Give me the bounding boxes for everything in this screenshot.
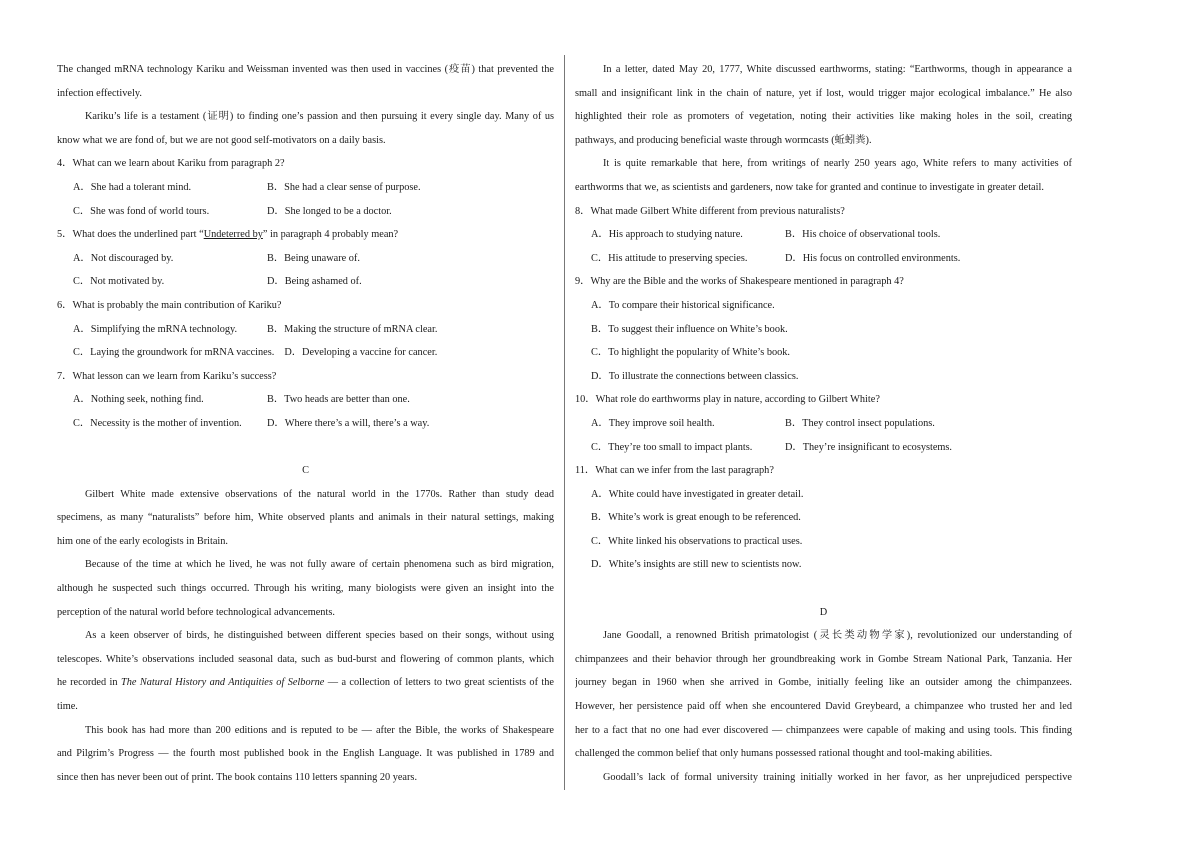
question-10-options-cd xyxy=(575,436,1072,460)
text-line: As a keen observer of birds, he distinguished between different species based on their songs, without using xyxy=(85,630,554,642)
option-c[interactable]: C．His attitude to preserving species. xyxy=(591,252,748,264)
option-a[interactable]: A．Not discouraged by. xyxy=(73,252,174,264)
question-8-options-ab xyxy=(575,223,1072,247)
option-d[interactable]: D．Where there’s a will, there’s a way. xyxy=(267,417,430,429)
option-b[interactable]: B．Two heads are better than one. xyxy=(267,394,410,406)
text-line: Because of the time at which he lived, he was not fully aware of certain phenomena such as bird migration, xyxy=(85,559,554,571)
text-line: pathways, and producing beneficial waste through wormcasts (蚯蚓粪). xyxy=(575,134,872,146)
question-7-stem: 7．What lesson can we learn from Kariku’s success? xyxy=(57,370,277,382)
text-line xyxy=(57,671,554,695)
text-line: However, her persistence paid off when she encountered David Greybeard, a chimpanzee who trusted her and led xyxy=(575,701,1072,713)
text-line: Goodall’s lack of formal university training initially worked in her favor, as her unprejudiced perspective xyxy=(603,771,1072,783)
option-a[interactable]: A．She had a tolerant mind. xyxy=(73,181,192,193)
text-line: Jane Goodall, a renowned British primatologist (灵长类动物学家), revolutionized our understanding of xyxy=(603,630,1072,642)
question-9-stem: 9．Why are the Bible and the works of Shakespeare mentioned in paragraph 4? xyxy=(575,276,904,288)
option-b[interactable]: B．His choice of observational tools. xyxy=(785,229,941,241)
text-line: and Pilgrim’s Progress — the fourth most published book in the English Language. It was published in 1789 and xyxy=(57,748,554,760)
text-line: time. xyxy=(57,701,78,713)
option-a[interactable]: A．They improve soil health. xyxy=(591,417,715,429)
text-line: infection effectively. xyxy=(57,87,142,99)
question-11-stem: 11．What can we infer from the last paragraph? xyxy=(575,465,774,477)
option-b[interactable]: B．Being unaware of. xyxy=(267,252,360,264)
question-4-stem: 4．What can we learn about Kariku from paragraph 2? xyxy=(57,158,285,170)
text-segment: he recorded in xyxy=(57,677,121,689)
stem-text: 5．What does the underlined part “ xyxy=(57,229,204,241)
question-7-options-ab xyxy=(57,388,554,412)
option-b[interactable]: B．She had a clear sense of purpose. xyxy=(267,181,421,193)
question-10-options-ab xyxy=(575,412,1072,436)
text-line: specimens, as many “naturalists” before him, White observed plants and animals in their natural settings, making xyxy=(57,512,554,524)
text-line: her to a fact that no one had ever discovered — chimpanzees were capable of making and using tools. This finding xyxy=(575,724,1072,736)
text-line: although he suspected such things occurred. Through his writing, many biologists were given an insight into the xyxy=(57,583,554,595)
text-line: It is quite remarkable that here, from writings of nearly 250 years ago, White refers to many activities of xyxy=(603,158,1072,170)
option-d[interactable]: D．Developing a vaccine for cancer. xyxy=(284,347,438,359)
option-c[interactable]: C．She was fond of world tours. xyxy=(73,205,210,217)
option-b[interactable]: B．To suggest their influence on White’s book. xyxy=(591,323,788,335)
option-b[interactable]: B．Making the structure of mRNA clear. xyxy=(267,323,438,335)
option-a[interactable]: A．His approach to studying nature. xyxy=(591,229,743,241)
question-4-options-ab xyxy=(57,176,554,200)
left-column xyxy=(57,58,554,789)
option-d[interactable]: D．To illustrate the connections between classics. xyxy=(591,370,799,382)
text-line: telescopes. White’s observations included seasonal data, such as bud-burst and flowering of common plants, which xyxy=(57,653,554,665)
option-c[interactable]: C．To highlight the popularity of White’s book. xyxy=(591,347,791,359)
question-5-stem xyxy=(57,223,554,247)
option-d[interactable]: D．She longed to be a doctor. xyxy=(267,205,392,217)
question-5-options-ab xyxy=(57,247,554,271)
text-line: highlighted their role as promoters of vegetation, noting their activities like making holes in the soil, creating xyxy=(575,111,1072,123)
text-line: Gilbert White made extensive observations of the natural world in the 1770s. Rather than study dead xyxy=(85,488,554,500)
text-line: chimpanzees and their behavior through her groundbreaking work in Gombe Stream National Park, Tanzania. Her xyxy=(575,653,1072,665)
question-6-options-ab xyxy=(57,318,554,342)
section-heading-c: C xyxy=(302,465,309,477)
stem-text: ” in paragraph 4 probably mean? xyxy=(262,229,399,241)
option-d[interactable]: D．They’re insignificant to ecosystems. xyxy=(785,441,952,453)
text-line: since then has never been out of print. The book contains 110 letters spanning 20 years. xyxy=(57,771,418,783)
text-line: The changed mRNA technology Kariku and Weissman invented was then used in vaccines (疫苗) that prevented the xyxy=(57,64,554,75)
text-line: small and insignificant link in the chain of nature, yet if lost, would trigger major ecological imbalance.” He also xyxy=(575,87,1072,99)
text-line: perception of the natural world before technological advancements. xyxy=(57,606,335,618)
option-c[interactable]: C．Necessity is the mother of invention. xyxy=(73,417,242,429)
book-title: The Natural History and Antiquities of Selborne xyxy=(120,677,325,689)
option-a[interactable]: A．Nothing seek, nothing find. xyxy=(73,394,204,406)
text-line: This book has had more than 200 editions and is reputed to be — after the Bible, the works of Shakespeare xyxy=(85,724,554,736)
text-line: journey began in 1960 when she arrived in Gombe, initially feeling like an outsider among the chimpanzees. xyxy=(575,677,1072,689)
option-c[interactable]: C．Not motivated by. xyxy=(73,276,165,288)
option-c[interactable]: C．White linked his observations to practical uses. xyxy=(591,535,803,547)
question-6-stem: 6．What is probably the main contribution of Kariku? xyxy=(57,299,282,311)
option-a[interactable]: A．To compare their historical significance. xyxy=(591,299,775,311)
column-divider xyxy=(564,55,565,790)
question-7-options-cd xyxy=(57,412,554,436)
text-line: him one of the early ecologists in Britain. xyxy=(57,535,229,547)
text-line: earthworms that we, as scientists and gardeners, now take for granted and continue to investigate in greater detail. xyxy=(575,181,1044,193)
option-a[interactable]: A．Simplifying the mRNA technology. xyxy=(73,323,238,335)
text-line: Kariku’s life is a testament (证明) to finding one’s passion and then pursuing it every single day. Many of us xyxy=(85,111,554,123)
section-heading-d: D xyxy=(819,606,828,618)
option-d[interactable]: D．His focus on controlled environments. xyxy=(785,252,961,264)
option-b[interactable]: B．White’s work is great enough to be referenced. xyxy=(591,512,801,524)
question-8-options-cd xyxy=(575,247,1072,271)
text-line: know what we are fond of, but we are not good self-motivators on a daily basis. xyxy=(57,134,386,146)
text-line: In a letter, dated May 20, 1777, White discussed earthworms, stating: “Earthworms, though in appearance a xyxy=(603,64,1072,75)
underlined-text: Undeterred by xyxy=(203,229,263,241)
question-8-stem: 8．What made Gilbert White different from previous naturalists? xyxy=(575,205,845,217)
question-6-options-cd xyxy=(57,341,554,365)
option-c[interactable]: C．Laying the groundwork for mRNA vaccines. xyxy=(73,347,275,359)
option-d[interactable]: D．Being ashamed of. xyxy=(267,276,362,288)
question-10-stem: 10．What role do earthworms play in nature, according to Gilbert White? xyxy=(575,394,880,406)
question-5-options-cd xyxy=(57,270,554,294)
question-4-options-cd xyxy=(57,200,554,224)
text-line: challenged the common belief that only humans possessed rational thought and tool-making abilities. xyxy=(575,748,993,760)
option-d[interactable]: D．White’s insights are still new to scientists now. xyxy=(591,559,802,571)
option-c[interactable]: C．They’re too small to impact plants. xyxy=(591,441,753,453)
right-column xyxy=(575,58,1072,789)
option-a[interactable]: A．White could have investigated in greater detail. xyxy=(591,488,804,500)
text-segment: — a collection of letters to two great scientists of the xyxy=(324,677,554,689)
option-b[interactable]: B．They control insect populations. xyxy=(785,417,935,429)
